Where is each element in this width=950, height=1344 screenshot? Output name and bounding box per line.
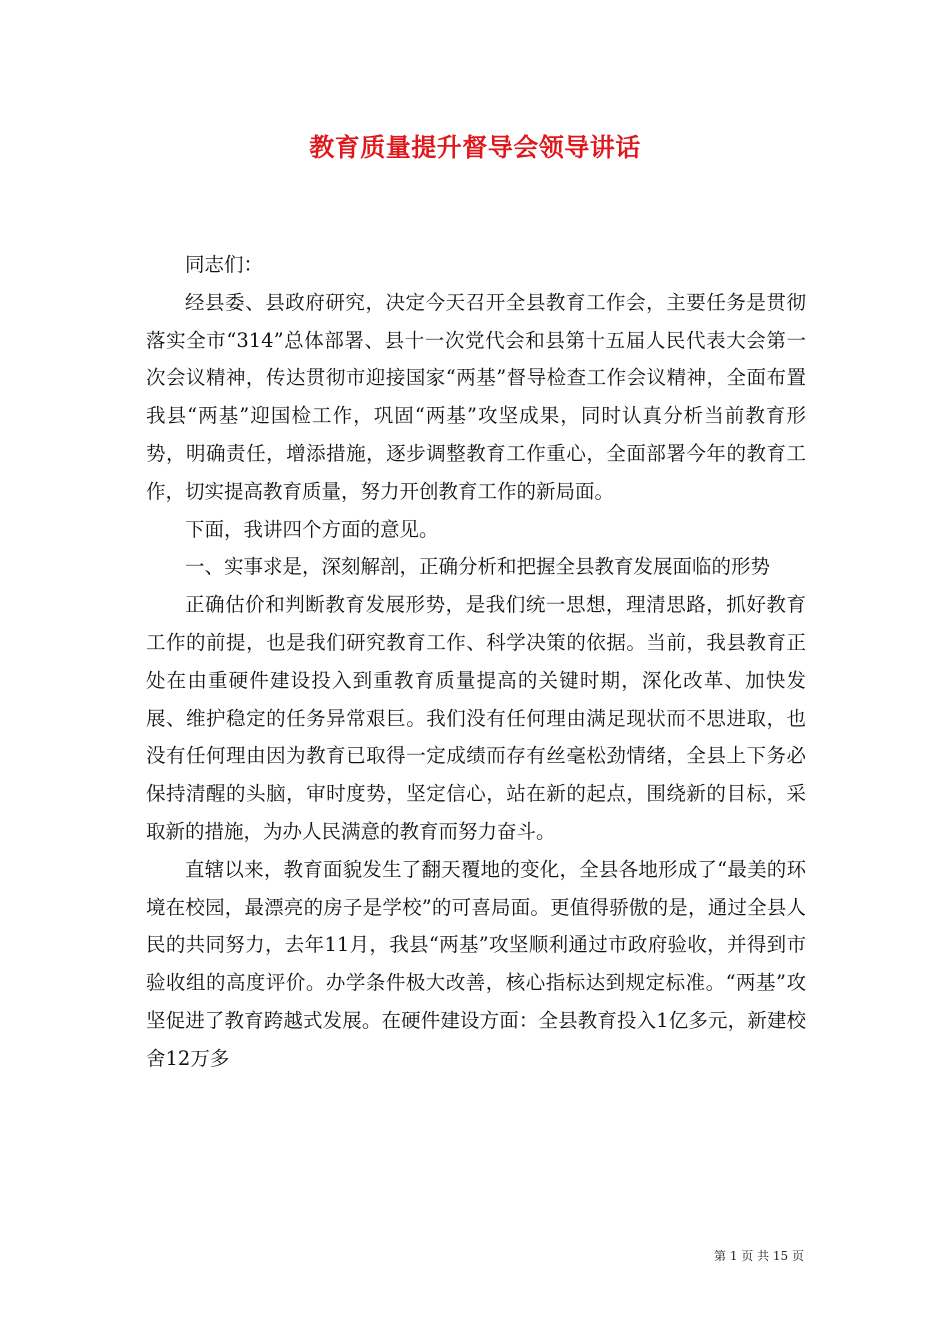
document-body — [146, 246, 806, 1078]
body-paragraph: 直辖以来，教育面貌发生了翻天覆地的变化，全县各地形成了“最美的环境在校园，最漂亮的房子是学校”的可喜局面。更值得骄傲的是，通过全县人民的共同努力，去年11月，我县“两基”攻坚顺利通过市政府验收，并得到市验收组的高度评价。办学条件极大改善，核心指标达到规定标准。“两基”攻坚促进了教育跨越式发展。在硬件建设方面：全县教育投入1亿多元，新建校舍12万多 — [146, 857, 806, 1070]
section-heading: 一、实事求是，深刻解剖，正确分析和把握全县教育发展面临的形势 — [185, 555, 771, 579]
salutation-paragraph: 同志们： — [185, 253, 264, 276]
page-number-footer: 第 1 页 共 15 页 — [714, 1249, 804, 1263]
body-paragraph: 正确估价和判断教育发展形势，是我们统一思想，理清思路，抓好教育工作的前提，也是我们研究教育工作、科学决策的依据。当前，我县教育正处在由重硬件建设投入到重教育质量提高的关键时期，深化改革、加快发展、维护稳定的任务异常艰巨。我们没有任何理由满足现状而不思进取，也没有任何理由因为教育已取得一定成绩而存有丝毫松劲情绪，全县上下务必保持清醒的头脑，审时度势，坚定信心，站在新的起点，围绕新的目标，采取新的措施，为办人民满意的教育而努力奋斗。 — [146, 593, 806, 843]
intro-paragraph: 经县委、县政府研究，决定今天召开全县教育工作会，主要任务是贯彻落实全市“314”总体部署、县十一次党代会和县第十五届人民代表大会第一次会议精神，传达贯彻市迎接国家“两基”督导检查工作会议精神，全面布置我县“两基”迎国检工作，巩固“两基”攻坚成果，同时认真分析当前教育形势，明确责任，增添措施，逐步调整教育工作重心，全面部署今年的教育工作，切实提高教育质量，努力开创教育工作的新局面。 — [146, 290, 806, 503]
document-title: 教育质量提升督导会领导讲话 — [309, 133, 641, 162]
outline-paragraph: 下面，我讲四个方面的意见。 — [185, 517, 439, 541]
